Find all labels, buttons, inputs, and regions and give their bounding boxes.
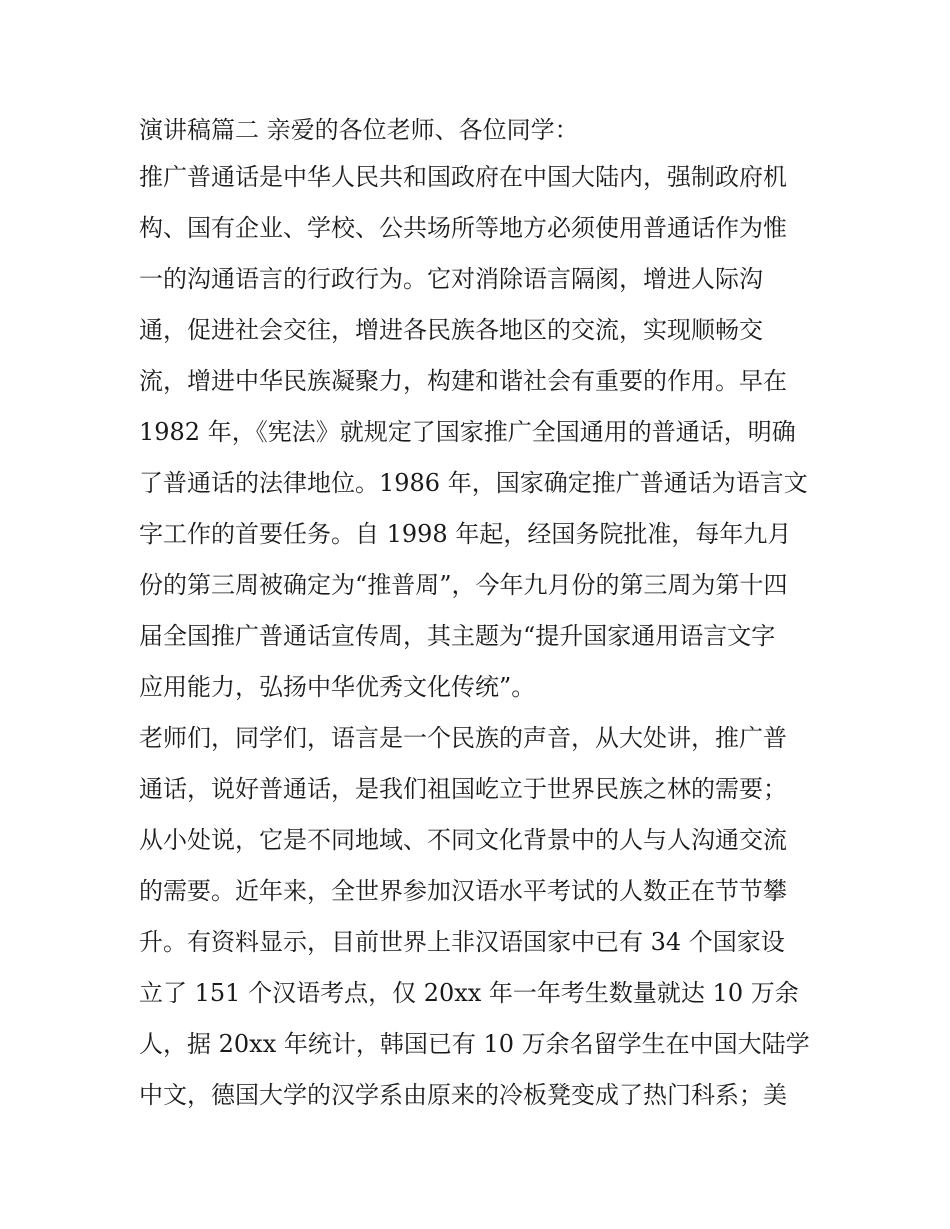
- text-line: 老师们，同学们，语言是一个民族的声音，从大处讲，推广普: [139, 724, 787, 752]
- text-line: 通话，说好普通话，是我们祖国屹立于世界民族之林的需要；: [139, 775, 787, 803]
- text-line: 一的沟通语言的行政行为。它对消除语言隔阂，增进人际沟: [139, 265, 763, 293]
- text-line: 了普通话的法律地位。1986 年，国家确定推广普通话为语言文: [139, 469, 808, 497]
- text-line: 人，据 20xx 年统计，韩国已有 10 万余名留学生在中国大陆学: [139, 1030, 810, 1058]
- text-line: 升。有资料显示，目前世界上非汉语国家中已有 34 个国家设: [139, 928, 785, 956]
- document-body: [139, 108, 819, 1121]
- text-line: 届全国推广普通话宣传周，其主题为“提升国家通用语言文字: [139, 622, 776, 650]
- text-line: 从小处说，它是不同地域、不同文化背景中的人与人沟通交流: [139, 826, 787, 854]
- text-line: 1982 年，《宪法》就规定了国家推广全国通用的普通话，明确: [139, 418, 796, 446]
- text-line: 通，促进社会交往，增进各民族各地区的交流，实现顺畅交: [139, 316, 763, 344]
- text-line: 流，增进中华民族凝聚力，构建和谐社会有重要的作用。早在: [139, 367, 787, 395]
- text-line: 的需要。近年来，全世界参加汉语水平考试的人数正在节节攀: [139, 877, 787, 905]
- text-line: 演讲稿篇二 亲爱的各位老师、各位同学：: [139, 116, 579, 144]
- text-line: 应用能力，弘扬中华优秀文化传统”。: [139, 673, 536, 701]
- text-line: 中文，德国大学的汉学系由原来的冷板凳变成了热门科系；美: [139, 1081, 787, 1109]
- text-line: 立了 151 个汉语考点，仅 20xx 年一年考生数量就达 10 万余: [139, 979, 799, 1007]
- text-line: 推广普通话是中华人民共和国政府在中国大陆内，强制政府机: [139, 163, 787, 191]
- text-line: 构、国有企业、学校、公共场所等地方必须使用普通话作为惟: [139, 214, 787, 242]
- text-line: 字工作的首要任务。自 1998 年起，经国务院批准，每年九月: [139, 520, 792, 548]
- text-line: 份的第三周被确定为“推普周”，今年九月份的第三周为第十四: [139, 571, 788, 599]
